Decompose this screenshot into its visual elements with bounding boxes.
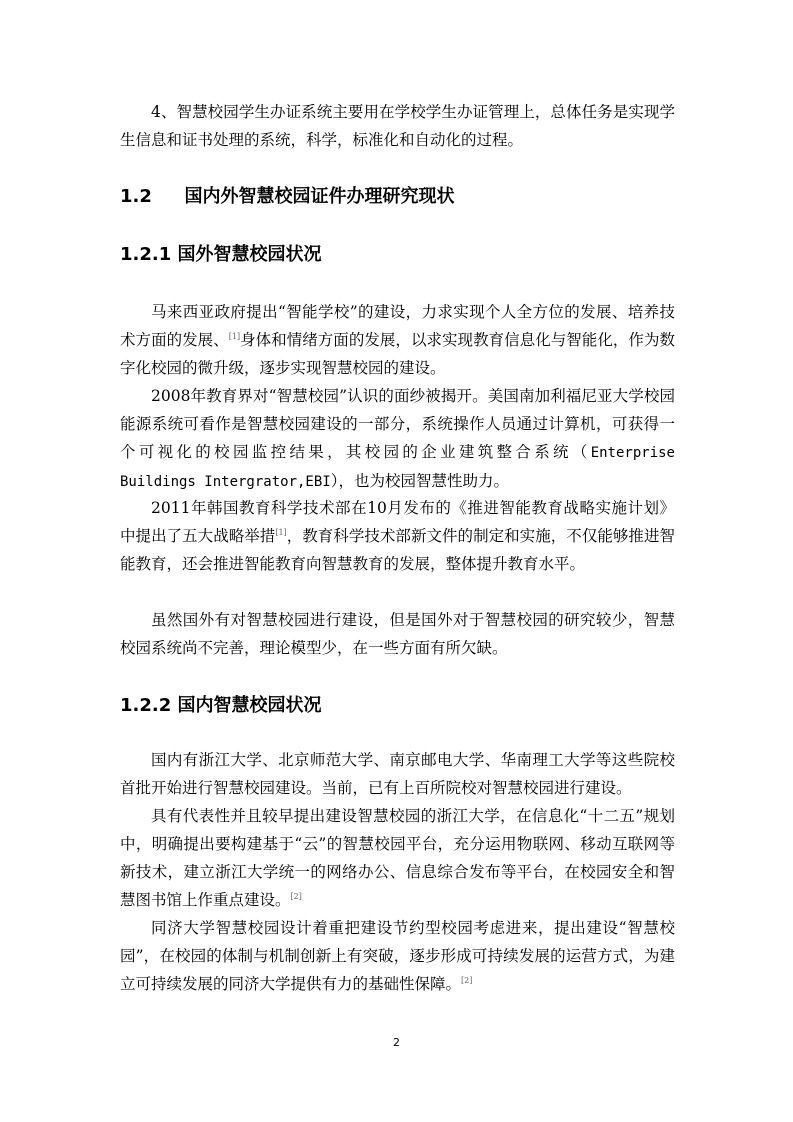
- paragraph-text: 马来西亚政府提出“智能学校”的建设，力求实现个人全方位的发展、培养技术方面的发展、: [120, 303, 675, 349]
- citation-ref: [2]: [461, 976, 473, 985]
- citation-ref: [2]: [290, 892, 302, 901]
- citation-ref: [1]: [275, 528, 287, 537]
- citation-ref: [1]: [228, 332, 241, 341]
- paragraph-text: ，教育科学技术部新文件的制定和实施，不仅能够推进智能教育，还会推进智能教育向智慧教育的发展，整体提升教育水平。: [120, 527, 675, 573]
- subsection-heading-1-2-1: 1.2.1 国外智慧校园状况: [120, 244, 322, 265]
- paragraph-tongji: [120, 914, 675, 998]
- section-title: 国内外智慧校园证件办理研究现状: [184, 186, 455, 207]
- paragraph-text: 同济大学智慧校园设计着重把建设节约型校园考虑进来，提出建设“智慧校园”，在校园的体制与机制创新上有突破，逐步形成可持续发展的运营方式，为建立可持续发展的同济大学提供有力的基础性保障。: [120, 919, 675, 993]
- paragraph-korea-2011: [120, 494, 675, 578]
- paragraph-text: 身体和情绪方面的发展，以求实现教育信息化与智能化，作为数字化校园的微升级，逐步实现智慧校园的建设。: [120, 331, 675, 377]
- section-heading-1-2: [120, 183, 454, 211]
- paragraph-text: 2008年教育界对“智慧校园”认识的面纱被揭开。美国南加利福尼亚大学校园能源系统可看作是智慧校园建设的一部分，系统操作人员通过计算机，可获得一个可视化的校园监控结果，其校园的企业建筑整合系统（: [120, 387, 675, 461]
- paragraph-malaysia: [120, 298, 675, 382]
- paragraph-intro-item-4: 4、智慧校园学生办证系统主要用在学校学生办证管理上，总体任务是实现学生信息和证书处理的系统，科学，标准化和自动化的过程。: [120, 103, 675, 149]
- section-number: 1.2: [120, 186, 152, 207]
- paragraph-zhejiang: [120, 802, 675, 914]
- subsection-heading-1-2-2: 1.2.2 国内智慧校园状况: [120, 695, 322, 716]
- paragraph-text: 2011年韩国教育科学技术部在10月发布的《推进智能教育战略实施计划》中提出了五大战略举措: [120, 499, 675, 545]
- paragraph-foreign-summary: 虽然国外有对智慧校园进行建设，但是国外对于智慧校园的研究较少，智慧校园系统尚不完善，理论模型少，在一些方面有所欠缺。: [120, 611, 675, 657]
- paragraph-text: ），也为校园智慧性助力。: [330, 472, 509, 490]
- page-number: 2: [393, 1036, 400, 1049]
- paragraph-usc-2008: [120, 382, 675, 496]
- paragraph-text: 具有代表性并且较早提出建设智慧校园的浙江大学，在信息化“十二五”规划中，明确提出要构建基于“云”的智慧校园平台，充分运用物联网、移动互联网等新技术，建立浙江大学统一的网络办公、信息综合发布等平台，在校园安全和智慧图书馆上作重点建设。: [120, 807, 675, 909]
- paragraph-domestic-universities: 国内有浙江大学、北京师范大学、南京邮电大学、华南理工大学等这些院校首批开始进行智慧校园建设。当前，已有上百所院校对智慧校园进行建设。: [120, 751, 675, 797]
- paragraph-latin-text: Enterprise Buildings Intergrator,EBI: [120, 445, 675, 490]
